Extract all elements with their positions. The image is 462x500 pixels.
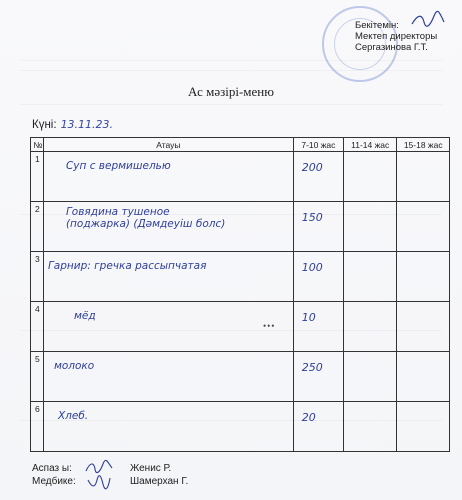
- approval-label: Бекітемін:: [355, 20, 399, 31]
- nurse-role: Медбике:: [32, 476, 76, 487]
- table-header-row: [31, 138, 450, 152]
- row-number: 2: [35, 204, 40, 214]
- date-label: Күні:: [32, 119, 57, 131]
- table-row: [31, 352, 450, 402]
- row-number: 5: [35, 354, 40, 364]
- portion-11-14: [344, 402, 396, 411]
- row-number: 3: [35, 254, 40, 264]
- nurse-name: Шамерхан Г.: [130, 476, 189, 487]
- portion-7-10: 100: [301, 261, 323, 274]
- cook-role: Аспаз ы:: [32, 463, 72, 474]
- portion-15-18: [397, 202, 449, 211]
- approval-name: Сергазинова Г.Т.: [355, 42, 428, 53]
- row-number: 6: [35, 404, 40, 414]
- dish-name: Хлеб.: [57, 410, 89, 422]
- portion-15-18: [397, 152, 449, 161]
- date-value: 13.11.23.: [60, 118, 114, 131]
- row-number: 1: [35, 154, 40, 164]
- approval-position: Мектеп директоры: [355, 31, 438, 42]
- director-signature: [410, 10, 446, 30]
- dish-name: молоко: [53, 360, 95, 372]
- portion-7-10: 250: [301, 361, 323, 374]
- portion-7-10: 10: [301, 311, 316, 324]
- portion-11-14: [344, 302, 396, 311]
- portion-15-18: [397, 352, 449, 361]
- bleed-through-line: [20, 104, 442, 105]
- portion-11-14: [344, 252, 396, 261]
- table-row: [31, 252, 450, 302]
- dish-name: Говядина тушеное (поджарка) (Дәмдеуіш болс): [65, 206, 226, 230]
- nurse-signature: [86, 474, 112, 492]
- portion-15-18: [397, 402, 449, 411]
- page-title: Ас мәзірі-меню: [188, 84, 274, 99]
- dish-name: мёд: [73, 310, 96, 322]
- table-row: [31, 402, 450, 452]
- header-name: Атауы: [43, 138, 293, 152]
- header-age-15-18: 15-18 жас: [397, 138, 450, 152]
- menu-table: [30, 137, 450, 452]
- row-number: 4: [35, 304, 40, 314]
- portion-15-18: [397, 252, 449, 261]
- header-number: №: [31, 138, 44, 152]
- cook-name: Женис Р.: [130, 463, 172, 474]
- portion-7-10: 20: [301, 411, 316, 424]
- table-row: [31, 152, 450, 202]
- portion-11-14: [344, 152, 396, 161]
- table-row: [31, 202, 450, 252]
- header-age-7-10: 7-10 жас: [293, 138, 343, 152]
- date-row: [32, 118, 113, 131]
- portion-11-14: [344, 352, 396, 361]
- table-row: [31, 302, 450, 352]
- portion-7-10: 150: [301, 211, 323, 224]
- cook-signature: [84, 460, 114, 474]
- ink-dots: •••: [263, 321, 276, 331]
- dish-name: Гарнир: гречка рассыпчатая: [47, 260, 207, 272]
- header-age-11-14: 11-14 жас: [343, 138, 396, 152]
- portion-7-10: 200: [301, 161, 323, 174]
- portion-15-18: [397, 302, 449, 311]
- portion-11-14: [344, 202, 396, 211]
- dish-name: Суп с вермишелью: [65, 160, 171, 172]
